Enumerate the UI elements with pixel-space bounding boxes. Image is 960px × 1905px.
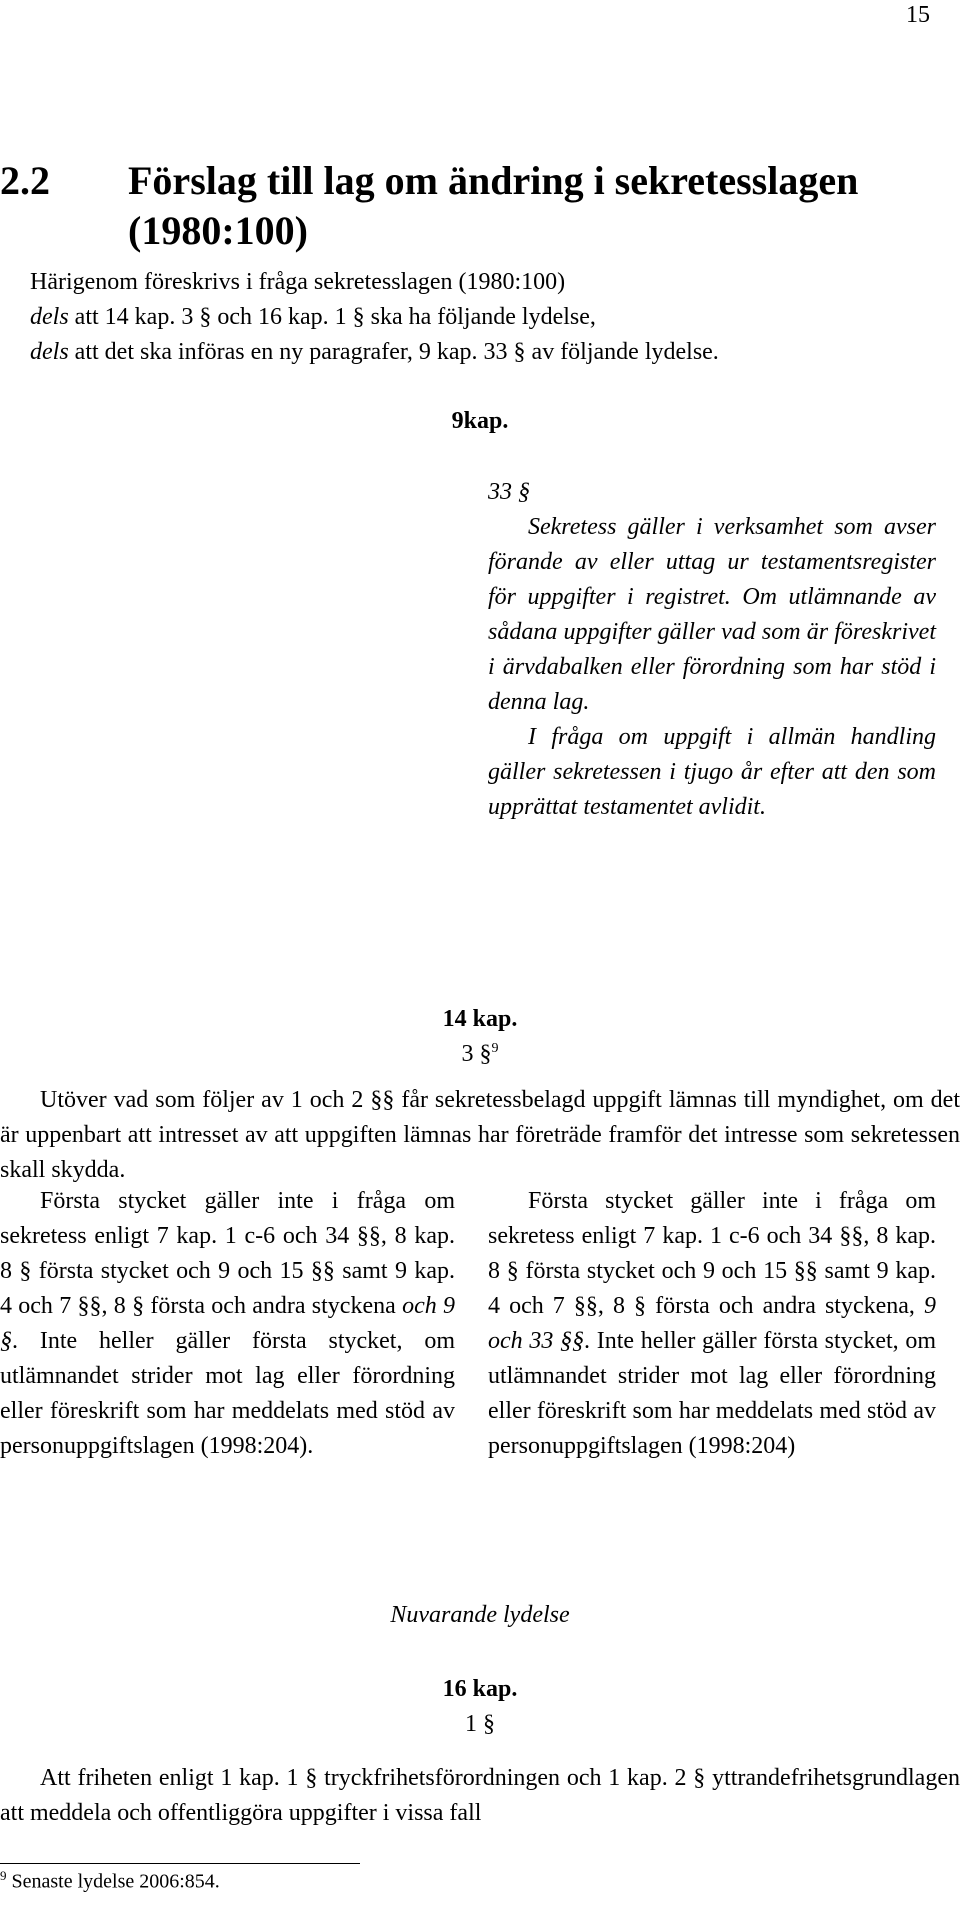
chapter14-section: 3 § — [461, 1041, 492, 1067]
chapter9-heading: 9kap. — [451, 408, 509, 434]
page-number: 15 — [906, 2, 930, 28]
heading-number: 2.2 — [0, 158, 50, 203]
chapter9-section-label: 33 § — [488, 479, 530, 505]
current-wording-label: Nuvarande lydelse — [390, 1602, 570, 1628]
intro-paragraph — [30, 265, 930, 370]
footnote-reference: 9 — [491, 1041, 499, 1056]
chapter9-paragraph-1: Sekretess gäller i verksamhet som avser förande av eller uttag ur testamentsregister för uppgifter i registret. Om utlämnande av sådana uppgifter gäller vad som är föreskrivet i ärvdabalken eller förordning som har stöd i denna lag. — [488, 514, 936, 715]
chapter14-shared-paragraph: Utöver vad som följer av 1 och 2 §§ får sekretessbelagd uppgift lämnas till myndighet, om det är uppenbart att intresset av att uppgiften lämnas har företräde framför det intresse som sekretessen skall skydda. — [0, 1087, 960, 1183]
chapter14-heading: 14 kap. — [442, 1006, 518, 1032]
current-text-italic: och 9 § — [0, 1293, 455, 1354]
heading-title: Förslag till lag om ändring i sekretesslagen (1980:100) — [128, 158, 859, 253]
chapter9-paragraph-2: I fråga om uppgift i allmän handling gäller sekretessen i tjugo år efter att den som upprättat testamentet avlidit. — [488, 724, 936, 820]
intro-line-2 — [30, 300, 930, 335]
intro-line-1: Härigenom föreskrivs i fråga sekretesslagen (1980:100) — [30, 269, 566, 295]
proposed-text-before: Första stycket gäller inte i fråga om sekretess enligt 7 kap. 1 c-6 och 34 §§, 8 kap. 8 § första stycket och 9 och 15 §§ samt 9 kap. 4 och 7 §§, 8 § första och andra styckena, — [488, 1188, 936, 1319]
chapter14-current-text — [0, 1184, 455, 1464]
footnote — [0, 1868, 220, 1894]
intro-line-2-text: att 14 kap. 3 § och 16 kap. 1 § ska ha följande lydelse, — [68, 304, 596, 330]
intro-dels-1: dels — [30, 304, 69, 330]
chapter14-proposed-text — [488, 1184, 936, 1464]
footnote-divider — [0, 1863, 360, 1864]
proposed-text-after: . Inte heller gäller första stycket, om utlämnandet strider mot lag eller förordning eller föreskrift som har meddelats med stöd av personuppgiftslagen (1998:204) — [488, 1328, 937, 1459]
current-text-before: Första stycket gäller inte i fråga om sekretess enligt 7 kap. 1 c-6 och 34 §§, 8 kap. 8 § första stycket och 9 och 15 §§ samt 9 kap. 4 och 7 §§, 8 § första och andra styckena — [0, 1188, 455, 1319]
intro-line-3 — [30, 335, 930, 370]
chapter14-section-label — [0, 1037, 960, 1072]
chapter9-proposed-text — [488, 475, 936, 825]
chapter16-heading: 16 kap. — [442, 1676, 518, 1702]
footnote-number: 9 — [0, 1868, 7, 1883]
chapter16-section-label: 1 § — [465, 1711, 495, 1737]
intro-line-3-text: att det ska införas en ny paragrafer, 9 kap. 33 § av följande lydelse. — [68, 339, 719, 365]
proposed-text-italic: 9 och 33 §§ — [488, 1293, 936, 1354]
current-text-after: . Inte heller gäller första stycket, om utlämnandet strider mot lag eller förordning eller föreskrift som har meddelats med stöd av personuppgiftslagen (1998:204). — [0, 1328, 455, 1459]
intro-dels-2: dels — [30, 339, 69, 365]
footnote-text: Senaste lydelse 2006:854. — [6, 1870, 220, 1893]
chapter16-paragraph: Att friheten enligt 1 kap. 1 § tryckfrihetsförordningen och 1 kap. 2 § yttrandefrihetsgrundlagen att meddela och offentliggöra uppgifter i vissa fall — [0, 1765, 960, 1826]
